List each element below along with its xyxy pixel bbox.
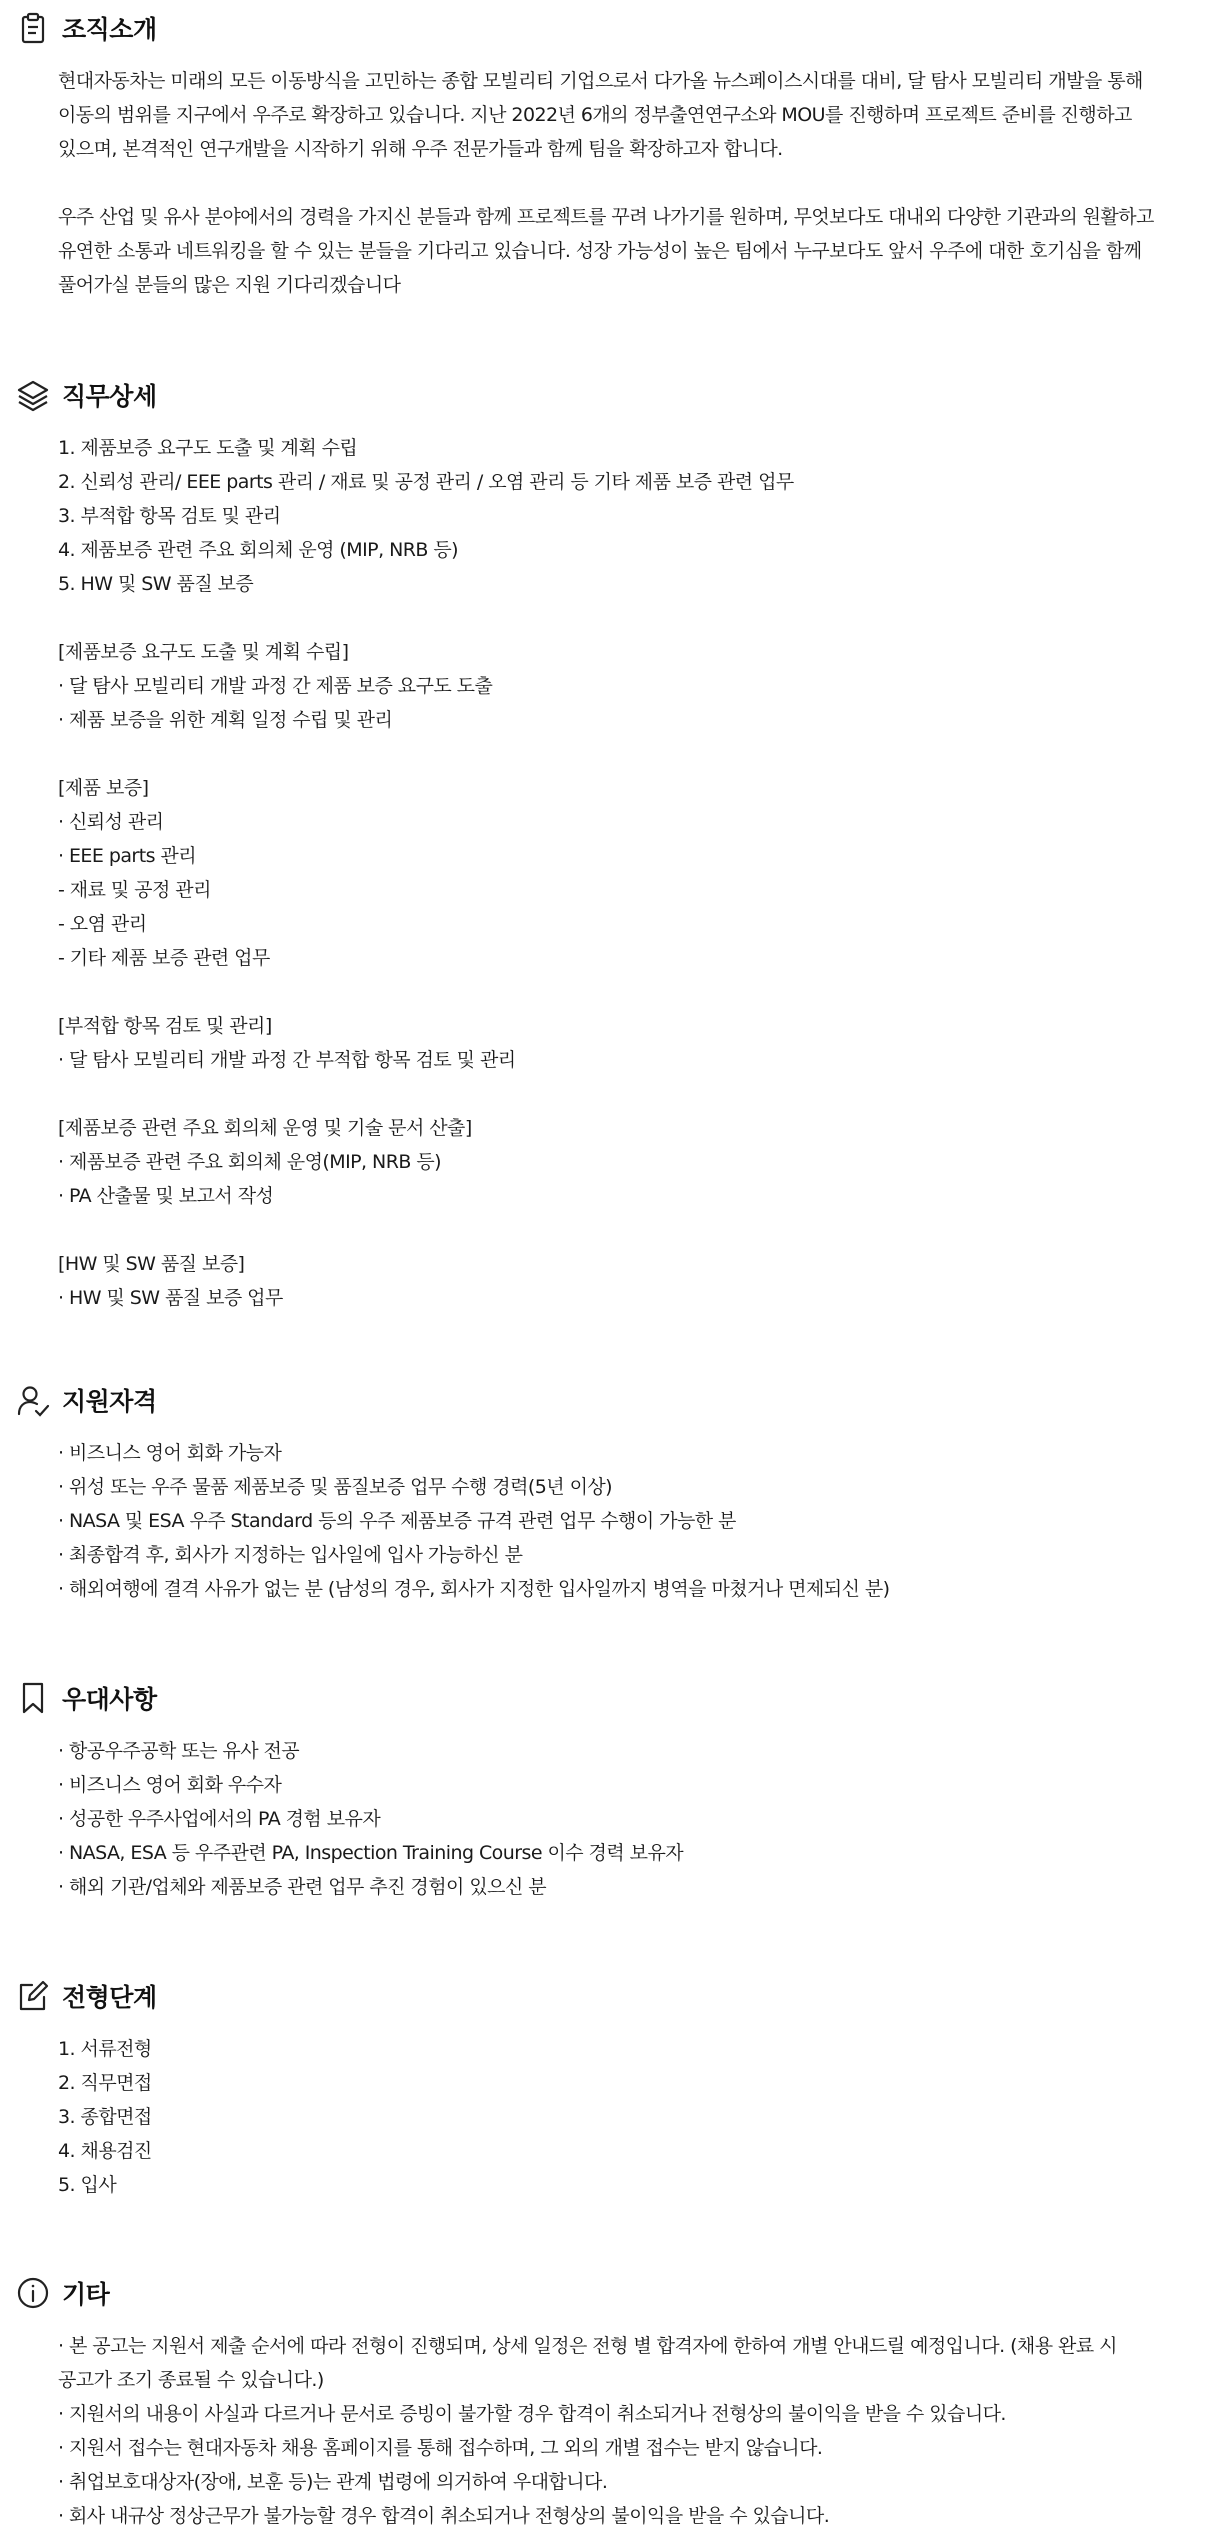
list-item: · 달 탐사 모빌리티 개발 과정 간 제품 보증 요구도 도출	[58, 675, 493, 697]
list-item: · 제품보증 관련 주요 회의체 운영(MIP, NRB 등)	[58, 1151, 441, 1173]
list-item: 3. 부적합 항목 검토 및 관리	[58, 505, 281, 527]
list-item: · 신뢰성 관리	[58, 811, 164, 833]
paragraph-line: 풀어가실 분들의 많은 지원 기다리겠습니다	[58, 274, 401, 296]
section-header	[16, 1976, 157, 2016]
list-item: 3. 종합면접	[58, 2106, 152, 2128]
edit-icon	[16, 1979, 50, 2013]
list-item: · 제품 보증을 위한 계획 일정 수립 및 관리	[58, 709, 393, 731]
list-item: - 오염 관리	[58, 913, 147, 935]
section-title: 기타	[62, 2280, 110, 2309]
group-heading: [HW 및 SW 품질 보증]	[58, 1253, 245, 1275]
list-item: · 취업보호대상자(장애, 보훈 등)는 관계 법령에 의거하여 우대합니다.	[58, 2471, 608, 2493]
section-body	[58, 431, 1208, 1315]
paragraph-line: 이동의 범위를 지구에서 우주로 확장하고 있습니다. 지난 2022년 6개의 정부출연연구소와 MOU를 진행하며 프로젝트 준비를 진행하고	[58, 104, 1132, 126]
section-body	[58, 2032, 1208, 2202]
paragraph-line: 유연한 소통과 네트워킹을 할 수 있는 분들을 기다리고 있습니다. 성장 가능성이 높은 팀에서 누구보다도 앞서 우주에 대한 호기심을 함께	[58, 240, 1142, 262]
list-item: · 위성 또는 우주 물품 제품보증 및 품질보증 업무 수행 경력(5년 이상)	[58, 1476, 613, 1498]
section-header	[16, 1380, 157, 1420]
info-icon	[16, 2276, 50, 2310]
user-check-icon	[16, 1383, 50, 1417]
list-item: - 재료 및 공정 관리	[58, 879, 211, 901]
list-item: · 본 공고는 지원서 제출 순서에 따라 전형이 진행되며, 상세 일정은 전형 별 합격자에 한하여 개별 안내드릴 예정입니다. (채용 완료 시	[58, 2335, 1117, 2357]
paragraph-line: 현대자동차는 미래의 모든 이동방식을 고민하는 종합 모빌리티 기업으로서 다가올 뉴스페이스시대를 대비, 달 탐사 모빌리티 개발을 통해	[58, 70, 1143, 92]
section-header	[16, 2273, 109, 2313]
list-item: 공고가 조기 종료될 수 있습니다.)	[58, 2369, 324, 2391]
list-item: · EEE parts 관리	[58, 845, 197, 867]
list-item: 1. 제품보증 요구도 도출 및 계획 수립	[58, 437, 358, 459]
list-item: · 성공한 우주사업에서의 PA 경험 보유자	[58, 1808, 381, 1830]
section-title: 직무상세	[62, 382, 157, 411]
group-heading: [제품보증 요구도 도출 및 계획 수립]	[58, 641, 349, 663]
section-title: 전형단계	[62, 1983, 157, 2012]
list-item: · NASA, ESA 등 우주관련 PA, Inspection Training Course 이수 경력 보유자	[58, 1842, 684, 1864]
group-heading: [제품 보증]	[58, 777, 149, 799]
bookmark-icon	[16, 1681, 50, 1715]
list-item: · 지원서의 내용이 사실과 다르거나 문서로 증빙이 불가할 경우 합격이 취소되거나 전형상의 불이익을 받을 수 있습니다.	[58, 2403, 1006, 2425]
list-item: · 해외여행에 결격 사유가 없는 분 (남성의 경우, 회사가 지정한 입사일까지 병역을 마쳤거나 면제되신 분)	[58, 1578, 890, 1600]
section-header	[16, 375, 157, 415]
section-body	[58, 64, 1208, 302]
list-item: · 항공우주공학 또는 유사 전공	[58, 1740, 300, 1762]
list-item: · NASA 및 ESA 우주 Standard 등의 우주 제품보증 규격 관련 업무 수행이 가능한 분	[58, 1510, 736, 1532]
list-item: 5. HW 및 SW 품질 보증	[58, 573, 254, 595]
clipboard-icon	[16, 11, 50, 45]
list-item: 5. 입사	[58, 2174, 117, 2196]
list-item: · 회사 내규상 정상근무가 불가능할 경우 합격이 취소되거나 전형상의 불이익을 받을 수 있습니다.	[58, 2505, 830, 2527]
list-item: · 달 탐사 모빌리티 개발 과정 간 부적합 항목 검토 및 관리	[58, 1049, 516, 1071]
group-heading: [제품보증 관련 주요 회의체 운영 및 기술 문서 산출]	[58, 1117, 472, 1139]
section-title: 지원자격	[62, 1387, 157, 1416]
section-title: 조직소개	[62, 15, 157, 44]
section-body	[58, 2329, 1208, 2533]
list-item: · HW 및 SW 품질 보증 업무	[58, 1287, 283, 1309]
list-item: 2. 직무면접	[58, 2072, 152, 2094]
list-item: · 해외 기관/업체와 제품보증 관련 업무 추진 경험이 있으신 분	[58, 1876, 547, 1898]
paragraph-line: 있으며, 본격적인 연구개발을 시작하기 위해 우주 전문가들과 함께 팀을 확장하고자 합니다.	[58, 138, 783, 160]
section-body	[58, 1734, 1208, 1904]
list-item: · PA 산출물 및 보고서 작성	[58, 1185, 274, 1207]
list-item: · 지원서 접수는 현대자동차 채용 홈페이지를 통해 접수하며, 그 외의 개별 접수는 받지 않습니다.	[58, 2437, 823, 2459]
list-item: · 비즈니스 영어 회화 우수자	[58, 1774, 282, 1796]
list-item: - 기타 제품 보증 관련 업무	[58, 947, 270, 969]
list-item: · 비즈니스 영어 회화 가능자	[58, 1442, 282, 1464]
list-item: 1. 서류전형	[58, 2038, 152, 2060]
section-body	[58, 1436, 1208, 1606]
group-heading: [부적합 항목 검토 및 관리]	[58, 1015, 272, 1037]
paragraph-line: 우주 산업 및 유사 분야에서의 경력을 가지신 분들과 함께 프로젝트를 꾸려 나가기를 원하며, 무엇보다도 대내외 다양한 기관과의 원활하고	[58, 206, 1154, 228]
section-header	[16, 1678, 157, 1718]
section-header	[16, 8, 157, 48]
list-item: 4. 채용검진	[58, 2140, 152, 2162]
list-item: 2. 신뢰성 관리/ EEE parts 관리 / 재료 및 공정 관리 / 오염 관리 등 기타 제품 보증 관련 업무	[58, 471, 794, 493]
section-title: 우대사항	[62, 1685, 157, 1714]
list-item: · 최종합격 후, 회사가 지정하는 입사일에 입사 가능하신 분	[58, 1544, 523, 1566]
layers-icon	[16, 378, 50, 412]
list-item: 4. 제품보증 관련 주요 회의체 운영 (MIP, NRB 등)	[58, 539, 459, 561]
